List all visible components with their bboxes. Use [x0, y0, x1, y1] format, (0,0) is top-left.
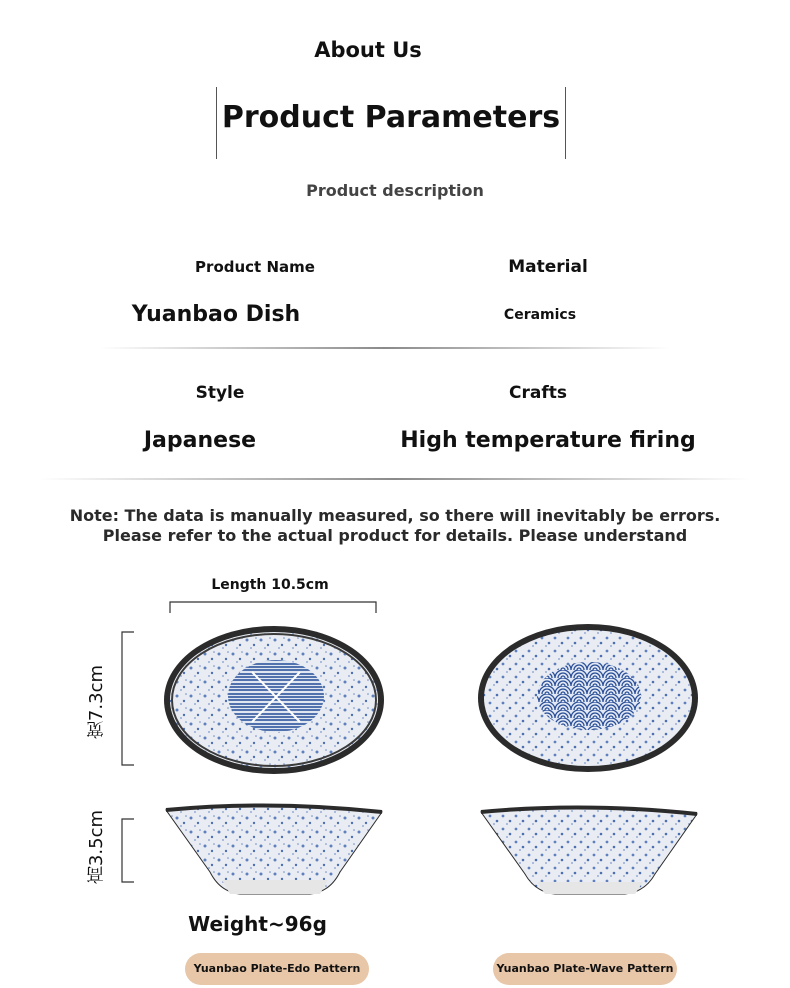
row-divider: [100, 347, 670, 349]
length-bracket: [160, 598, 390, 618]
height-label: 高3.5cm: [86, 810, 107, 885]
param-label-material: Material: [508, 257, 588, 277]
param-label-crafts: Crafts: [509, 383, 567, 403]
height-bracket: [112, 815, 142, 887]
page-title: Product Parameters: [221, 100, 561, 135]
edo-plate-top-view: [160, 622, 390, 782]
measurement-note: Note: The data is manually measured, so there will inevitably be errors. Please refer to the actual product for details. Please understand: [69, 506, 721, 545]
weight-label: Weight~96g: [188, 912, 327, 936]
param-value-style: Japanese: [143, 428, 257, 453]
width-bracket: [112, 628, 142, 770]
length-label: Length 10.5cm: [211, 577, 329, 593]
wave-plate-side-view: [475, 800, 705, 900]
width-label: 宽7.3cm: [86, 665, 107, 740]
wave-pattern-label: Yuanbao Plate-Wave Pattern: [493, 953, 677, 985]
section-subtitle: Product description: [306, 181, 484, 200]
param-value-crafts: High temperature firing: [400, 428, 696, 453]
param-label-style: Style: [195, 383, 245, 403]
wave-plate-top-view: [475, 622, 705, 782]
edo-pattern-label: Yuanbao Plate-Edo Pattern: [185, 953, 369, 985]
edo-plate-side-view: [160, 800, 390, 900]
param-value-material: Ceramics: [503, 307, 577, 323]
about-us-heading: About Us: [314, 38, 422, 62]
param-label-name: Product Name: [195, 258, 315, 276]
param-value-name: Yuanbao Dish: [131, 302, 301, 327]
row-divider-2: [40, 478, 750, 480]
